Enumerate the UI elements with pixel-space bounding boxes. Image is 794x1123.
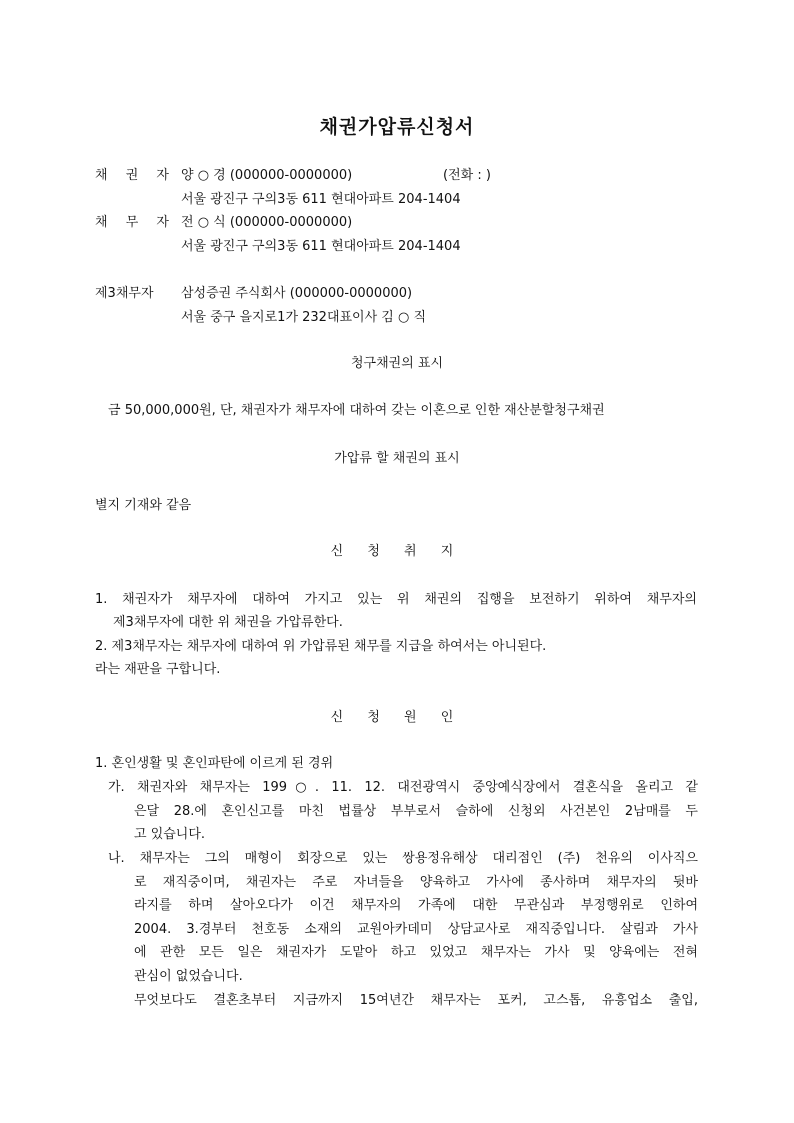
creditor-phone: (전화 : ) [443, 168, 491, 183]
creditor-address: 서울 광진구 구의3동 611 현대아파트 204-1404 [181, 192, 461, 207]
cause-ga-line: 가. 채권자와 채무자는 199○. 11. 12. 대전광역시 중앙예식장에서 결혼식을 올리고 같 [108, 780, 698, 795]
seize-heading: 가압류 할 채권의 표시 [334, 451, 460, 466]
purpose-item-2: 2. 제3채무자는 채무자에 대하여 위 가압류된 채무를 지급을 하여서는 아니된다. [95, 639, 547, 654]
cause-section-1: 1. 혼인생활 및 혼인파탄에 이르게 된 경위 [95, 756, 334, 771]
seize-text: 별지 기재와 같음 [95, 498, 192, 513]
purpose-item-1-line-2: 제3채무자에 대한 위 채권을 가압류한다. [113, 615, 343, 630]
cause-na-line: 라지를 하며 살아오다가 이건 채무자의 가족에 대한 무관심과 부정행위로 인하여 [134, 898, 698, 913]
cause-ga-line: 은달 28.에 혼인신고를 마친 법률상 부부로서 슬하에 신청외 사건본인 2남매를 두 [134, 804, 698, 819]
purpose-item-1-line-1: 1. 채권자가 채무자에 대하여 가지고 있는 위 채권의 집행을 보전하기 위하여 채무자의 [95, 592, 697, 607]
claim-heading: 청구채권의 표시 [350, 356, 444, 371]
claim-text: 금 50,000,000원, 단, 채권자가 채무자에 대하여 갖는 이혼으로 인한 재산분할청구채권 [108, 403, 605, 418]
cause-heading: 신 청 원 인 [330, 710, 464, 725]
cause-na-line: 로 재직중이며, 채권자는 주로 자녀들을 양육하고 가사에 종사하며 채무자의 뒷바 [134, 875, 698, 890]
document-title: 채권가압류신청서 [319, 116, 475, 138]
purpose-heading: 신 청 취 지 [330, 544, 464, 559]
purpose-closing: 라는 재판을 구합니다. [95, 662, 221, 677]
cause-na-line: 에 관한 모든 일은 채권자가 도맡아 하고 있었고 채무자는 가사 및 양육에는 전혀 [134, 945, 698, 960]
cause-na-line: 관심이 없었습니다. [134, 969, 243, 984]
third-debtor-name: 삼성증권 주식회사 (000000-0000000) [181, 286, 413, 301]
cause-na-line: 무엇보다도 결혼초부터 지금까지 15여년간 채무자는 포커, 고스톱, 유흥업소 출입, [134, 993, 698, 1008]
cause-na-line: 2004. 3.경부터 천호동 소재의 교원아카데미 상담교사로 재직중입니다. 살림과 가사 [134, 922, 698, 937]
third-debtor-address: 서울 중구 을지로1가 232대표이사 김 ○ 직 [181, 310, 427, 325]
debtor-label: 채 무 자 [95, 215, 176, 230]
debtor-name: 전 ○ 식 (000000-0000000) [181, 215, 353, 230]
cause-ga-line: 고 있습니다. [134, 827, 206, 842]
creditor-name: 양 ○ 경 (000000-0000000) [181, 168, 353, 183]
creditor-label: 채 권 자 [95, 168, 176, 183]
third-debtor-label: 제3채무자 [95, 286, 154, 301]
debtor-address: 서울 광진구 구의3동 611 현대아파트 204-1404 [181, 239, 461, 254]
cause-na-line: 나. 채무자는 그의 매형이 회장으로 있는 쌍용정유해상 대리점인 (주) 천유의 이사직으 [108, 851, 698, 866]
